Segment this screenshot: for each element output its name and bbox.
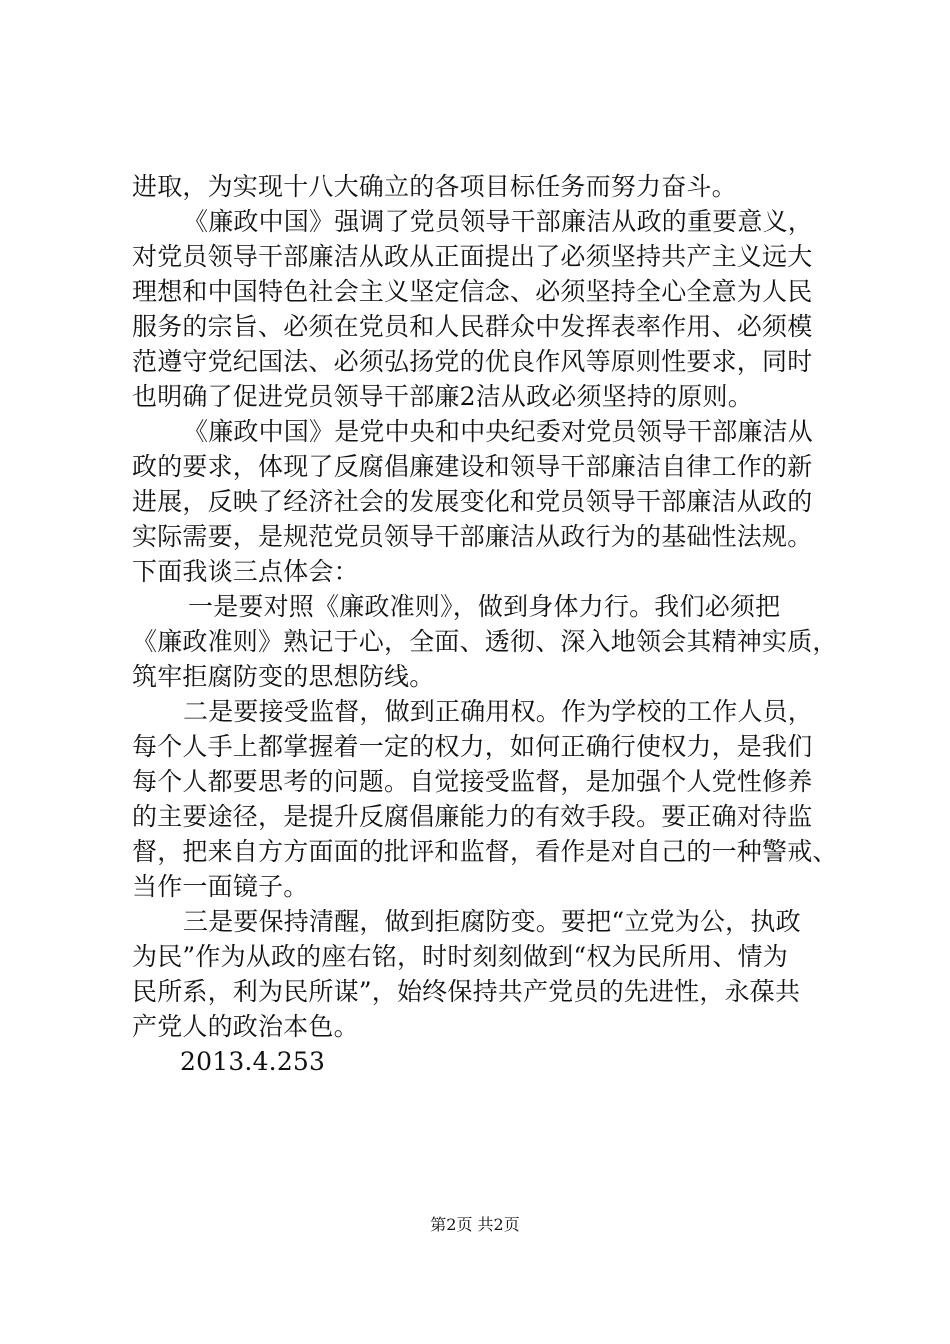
text-line: 理想和中国特色社会主义坚定信念、必须坚持全心全意为人民: [132, 277, 813, 306]
text-line: 二是要接受监督，做到正确用权。作为学校的工作人员，: [183, 697, 814, 726]
text-line: 下面我谈三点体会：: [132, 557, 359, 586]
page-footer: 第2页 共2页: [430, 1215, 520, 1234]
text-line: 当作一面镜子。: [132, 872, 309, 901]
text-line: 《廉政中国》是党中央和中央纪委对党员领导干部廉洁从: [183, 417, 814, 446]
text-line: 《廉政准则》熟记于心，全面、透彻、深入地领会其精神实质，: [132, 627, 838, 656]
text-line: 对党员领导干部廉洁从政从正面提出了必须坚持共产主义远大: [132, 242, 813, 271]
text-line: 进展，反映了经济社会的发展变化和党员领导干部廉洁从政的: [132, 487, 813, 516]
text-line: 的主要途径，是提升反腐倡廉能力的有效手段。要正确对待监: [132, 802, 813, 831]
text-line: 也明确了促进党员领导干部廉2洁从政必须坚持的原则。: [132, 382, 753, 411]
text-line: 《廉政中国》强调了党员领导干部廉洁从政的重要意义，: [183, 207, 814, 236]
text-line: 进取，为实现十八大确立的各项目标任务而努力奋斗。: [132, 172, 737, 201]
text-line: 每个人都要思考的问题。自觉接受监督，是加强个人党性修养: [132, 767, 813, 796]
text-line: 产党人的政治本色。: [132, 1012, 359, 1041]
text-line: 范遵守党纪国法、必须弘扬党的优良作风等原则性要求，同时: [132, 347, 813, 376]
date-line: 2013.4.253: [180, 1047, 326, 1076]
text-line: 政的要求，体现了反腐倡廉建设和领导干部廉洁自律工作的新: [132, 452, 813, 481]
text-line: 民所系，利为民所谋”，始终保持共产党员的先进性，永葆共: [132, 977, 801, 1006]
text-line: 督，把来自方方面面的批评和监督，看作是对自己的一种警戒、: [132, 837, 838, 866]
text-line: 服务的宗旨、必须在党员和人民群众中发挥表率作用、必须模: [132, 312, 813, 341]
text-line: 筑牢拒腐防变的思想防线。: [132, 662, 435, 691]
text-line: 为民”作为从政的座右铭，时时刻刻做到“权为民所用、情为: [132, 942, 788, 971]
text-line: 每个人手上都掌握着一定的权力，如何正确行使权力，是我们: [132, 732, 813, 761]
text-line: 实际需要，是规范党员领导干部廉洁从政行为的基础性法规。: [132, 522, 813, 551]
text-line: 一是要对照《廉政准则》，做到身体力行。我们必须把: [188, 592, 781, 621]
text-line: 三是要保持清醒，做到拒腐防变。要把“立党为公，执政: [183, 907, 801, 936]
